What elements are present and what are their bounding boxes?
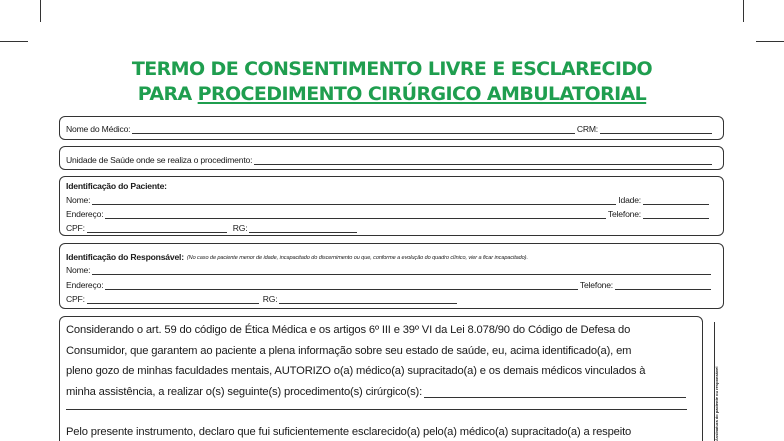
- paciente-nome-label: Nome:: [66, 195, 91, 206]
- paciente-heading: Identificação do Paciente:: [66, 181, 167, 192]
- paciente-nome-row: [66, 194, 711, 205]
- consent-line2: Consumidor, que garantem ao paciente a plena informação sobre seu estado de saúde, eu, acima identificado(a), em: [66, 345, 632, 357]
- responsavel-nome-field[interactable]: [92, 267, 711, 275]
- consent-line4-row: [66, 384, 688, 398]
- paciente-telefone-field[interactable]: [643, 211, 709, 219]
- responsavel-docs-row: [66, 293, 459, 304]
- medico-nome-field[interactable]: [132, 126, 574, 134]
- responsavel-telefone-label: Telefone:: [579, 280, 613, 291]
- responsavel-rg-field[interactable]: [279, 296, 457, 304]
- paciente-docs-row: [66, 222, 359, 233]
- responsavel-note: (No caso de paciente menor de idade, incapacitado do discernimento ou que, conforme a evolução do quadro clínico, vier a ficar incapacitado).: [186, 255, 528, 262]
- paciente-cpf-label: CPF:: [66, 223, 85, 234]
- signature-column-label: Assinatura do paciente ou responsável: [714, 366, 719, 441]
- responsavel-endereco-field[interactable]: [105, 282, 578, 290]
- title-prefix: PARA: [137, 83, 198, 105]
- paciente-nome-field[interactable]: [92, 197, 616, 205]
- crop-mark-top-right-vertical: [743, 0, 744, 22]
- responsavel-cpf-field[interactable]: [87, 296, 259, 304]
- responsavel-rg-label: RG:: [262, 294, 278, 305]
- paciente-endereco-row: [66, 208, 711, 219]
- consent-line1: Considerando o art. 59 do código de Ética Médica e os artigos 6º III e 39º VI da Lei 8.078/90 do Código de Defesa do: [66, 324, 631, 336]
- title-underlined: PROCEDIMENTO CIRÚRGICO AMBULATORIAL: [197, 83, 647, 105]
- medico-nome-label: Nome do Médico:: [66, 124, 131, 135]
- paciente-heading-row: [66, 180, 167, 191]
- responsavel-heading: Identificação do Responsável:: [66, 252, 184, 263]
- paciente-idade-field[interactable]: [643, 197, 709, 205]
- responsavel-nome-label: Nome:: [66, 265, 91, 276]
- paciente-rg-label: RG:: [232, 223, 248, 234]
- responsavel-heading-row: [66, 251, 528, 262]
- crm-field[interactable]: [600, 126, 712, 134]
- responsavel-cpf-label: CPF:: [66, 294, 85, 305]
- document-title-line2: [0, 83, 784, 105]
- consent-line6: Pelo presente instrumento, declaro que fui suficientemente esclarecido(a) pelo(a) médico(a) supracitado(a) a respeito: [66, 426, 632, 438]
- crm-label: CRM:: [576, 124, 598, 135]
- paciente-telefone-label: Telefone:: [607, 209, 641, 220]
- consent-line3: pleno gozo de minhas faculdades mentais, AUTORIZO o(a) médico(a) supracitado(a) e os demais médicos vinculados à: [66, 365, 646, 377]
- crop-mark-top-left-horizontal: [0, 41, 28, 42]
- unidade-field[interactable]: [254, 157, 712, 165]
- unidade-row: [66, 154, 714, 165]
- responsavel-nome-row: [66, 264, 713, 275]
- responsavel-endereco-label: Endereço:: [66, 280, 104, 291]
- crop-mark-top-left-vertical: [40, 0, 41, 22]
- document-title-line1: TERMO DE CONSENTIMENTO LIVRE E ESCLARECIDO: [131, 58, 653, 80]
- medico-row: [66, 123, 714, 134]
- unidade-label: Unidade de Saúde onde se realiza o procedimento:: [66, 155, 253, 166]
- responsavel-telefone-field[interactable]: [615, 282, 711, 290]
- paciente-endereco-label: Endereço:: [66, 209, 104, 220]
- responsavel-endereco-row: [66, 279, 713, 290]
- paciente-endereco-field[interactable]: [105, 211, 606, 219]
- paciente-rg-field[interactable]: [249, 225, 357, 233]
- paciente-cpf-field[interactable]: [87, 225, 227, 233]
- paciente-idade-label: Idade:: [618, 195, 641, 206]
- crop-mark-top-right-horizontal: [756, 41, 784, 42]
- consent-line4: minha assistência, a realizar o(s) seguinte(s) procedimento(s) cirúrgico(s):: [66, 385, 423, 398]
- procedimento-field[interactable]: [424, 390, 686, 398]
- procedimento-field-line2[interactable]: [66, 402, 687, 410]
